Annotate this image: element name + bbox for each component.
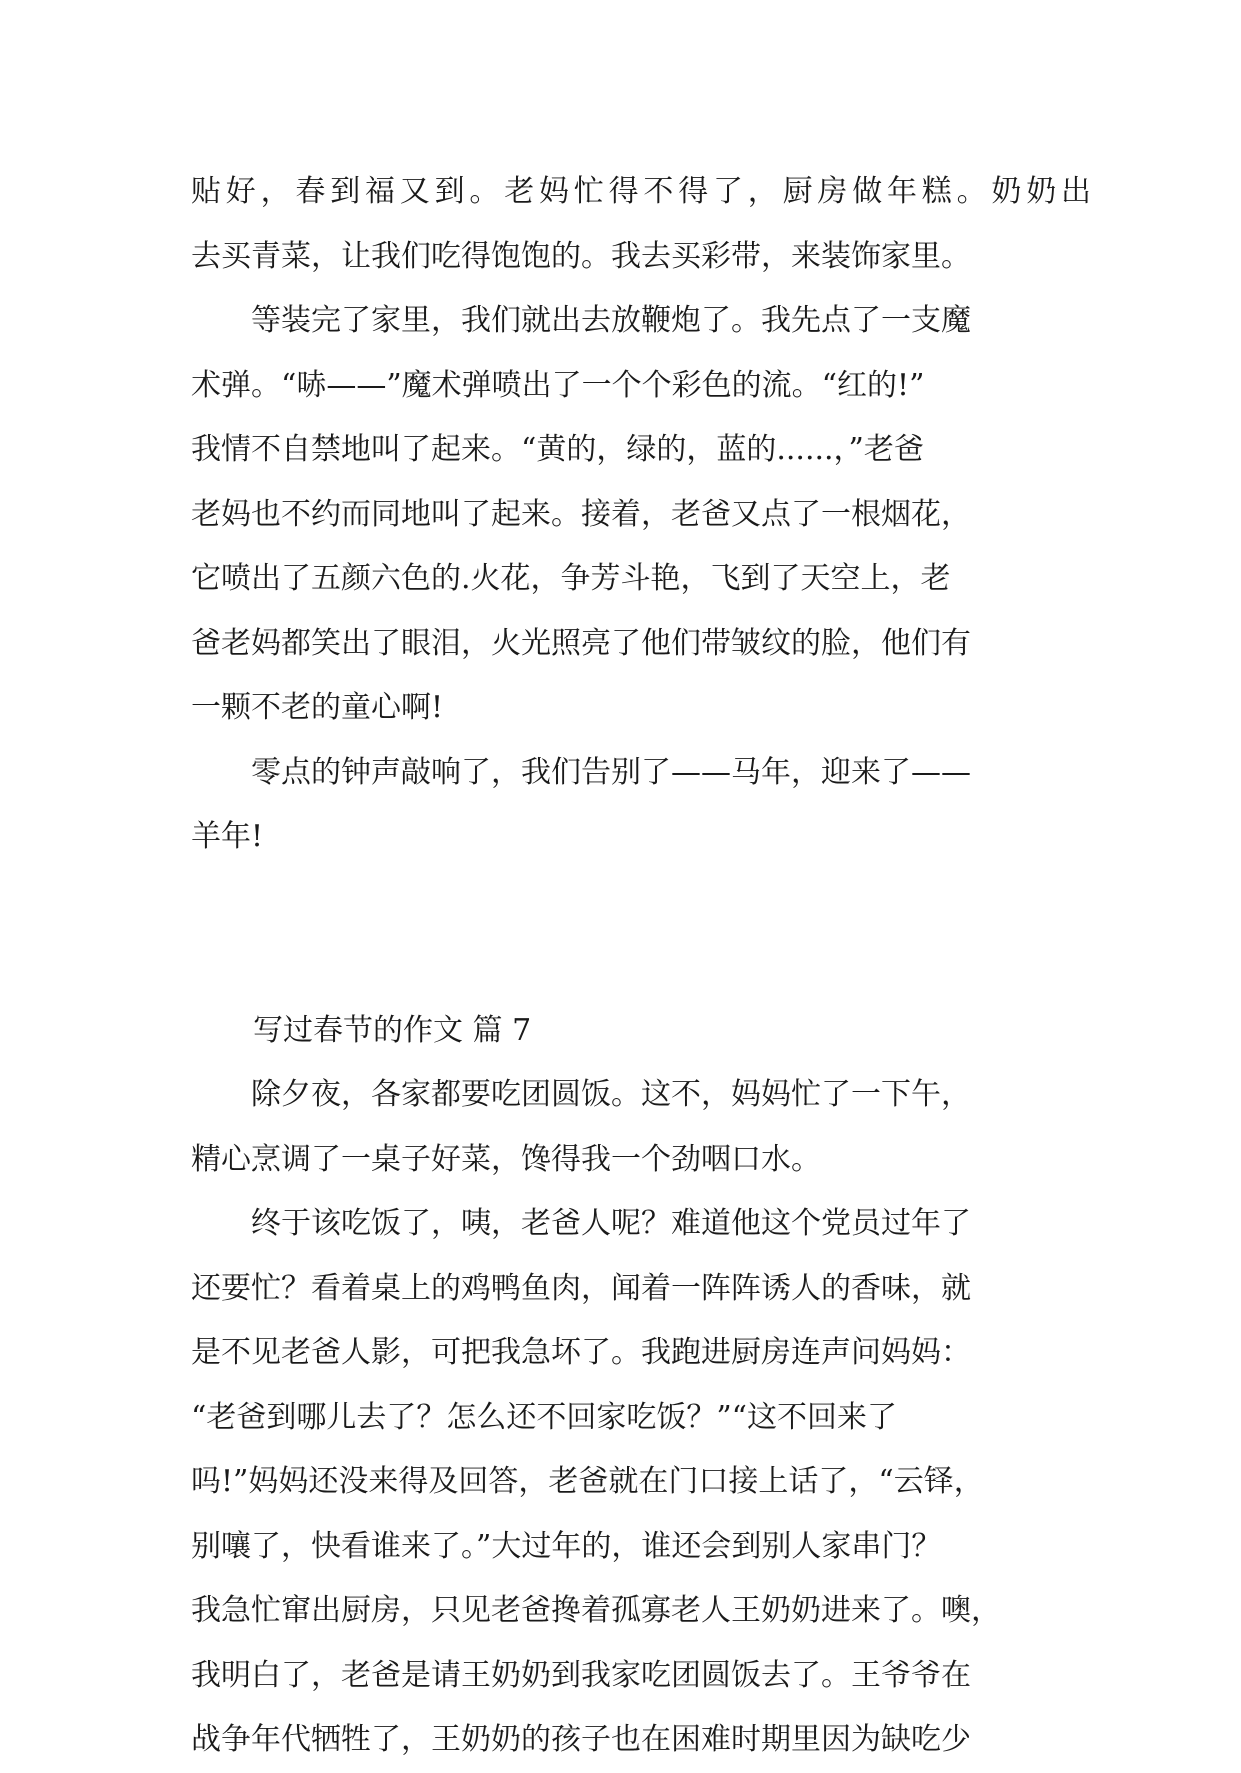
text-line: 去买青菜，让我们吃得饱饱的。我去买彩带，来装饰家里。 <box>191 238 971 274</box>
section-gap <box>191 870 1091 999</box>
text-line: 还要忙？看着桌上的鸡鸭鱼肉，闻着一阵阵诱人的香味，就 <box>191 1270 971 1306</box>
text-line: 吗!”妈妈还没来得及回答，老爸就在门口接上话了，“云铎， <box>191 1464 984 1499</box>
section-1 <box>191 160 1091 870</box>
text-line: 爸老妈都笑出了眼泪，火光照亮了他们带皱纹的脸，他们有 <box>191 625 971 661</box>
text-line: 是不见老爸人影，可把我急坏了。我跑进厨房连声问妈妈： <box>191 1335 971 1370</box>
section-2 <box>191 999 1091 1773</box>
text-line: 我明白了，老爸是请王奶奶到我家吃团圆饭去了。王爷爷在 <box>191 1657 971 1693</box>
body-text <box>191 160 1091 1773</box>
text-line: 等装完了家里，我们就出去放鞭炮了。我先点了一支魔 <box>191 303 971 338</box>
text-line: “老爸到哪儿去了？怎么还不回家吃饭？”“这不回来了 <box>191 1399 898 1435</box>
text-line: 别嚷了，快看谁来了。”大过年的，谁还会到别人家串门？ <box>191 1528 942 1564</box>
section-heading: 写过春节的作文 篇 7 <box>253 1012 532 1048</box>
text-line: 我情不自禁地叫了起来。“黄的，绿的，蓝的......，”老爸 <box>191 432 924 467</box>
text-line: 老妈也不约而同地叫了起来。接着，老爸又点了一根烟花， <box>191 496 971 532</box>
text-line: 终于该吃饭了，咦，老爸人呢？难道他这个党员过年了 <box>191 1206 971 1241</box>
text-line: 羊年! <box>191 819 264 854</box>
text-line: 战争年代牺牲了，王奶奶的孩子也在困难时期里因为缺吃少 <box>191 1722 971 1757</box>
text-line: 零点的钟声敲响了，我们告别了——马年，迎来了—— <box>191 754 971 790</box>
text-line: 我急忙窜出厨房，只见老爸搀着孤寡老人王奶奶进来了。噢， <box>191 1593 1001 1628</box>
text-line: 贴好，春到福又到。老妈忙得不得了，厨房做年糕。奶奶出 <box>191 174 1091 209</box>
text-line: 除夕夜，各家都要吃团圆饭。这不，妈妈忙了一下午， <box>191 1077 971 1112</box>
text-line: 它喷出了五颜六色的.火花，争芳斗艳，飞到了天空上，老 <box>191 561 951 596</box>
text-line: 术弹。“哧——”魔术弹喷出了一个个彩色的流。“红的!” <box>191 367 925 403</box>
text-line: 精心烹调了一桌子好菜，馋得我一个劲咽口水。 <box>191 1141 821 1177</box>
text-line: 一颗不老的童心啊! <box>191 690 444 725</box>
